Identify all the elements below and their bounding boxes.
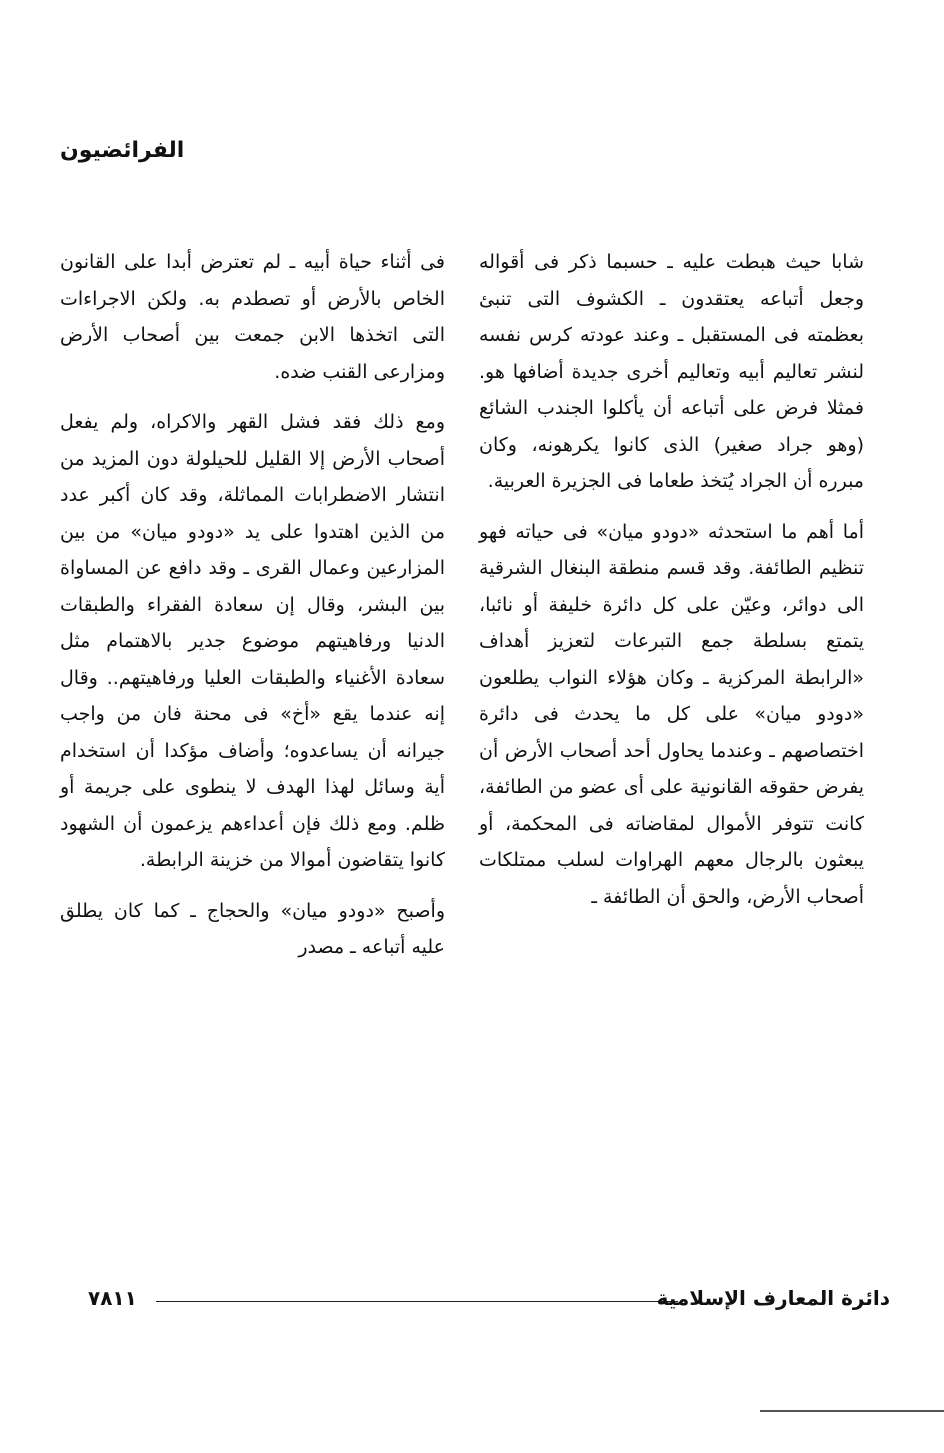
footer-divider	[156, 1301, 678, 1302]
page-number: ٧٨١١	[88, 1286, 137, 1310]
paragraph: وأصبح «دودو ميان» والحجاج ـ كما كان يطلق عليه أتباعه ـ مصدر	[60, 899, 445, 958]
scan-edge-line	[760, 1410, 944, 1412]
text-column-left	[60, 244, 445, 966]
publication-title: دائرة المعارف الإسلامية	[656, 1286, 890, 1310]
paragraph: ومع ذلك فقد فشل القهر والاكراه، ولم يفعل أصحاب الأرض إلا القليل للحيلولة دون المزيد من انتشار الاضطرابات المماثلة، وقد كان أكبر عدد من الذين اهتدوا على يد «دودو ميان» من بين المزارعين وعمال القرى ـ وقد دافع عن المساواة بين البشر، وقال إن سعادة الفقراء والطبقات الدنيا ورفاهيتهم موضوع جدير بالاهتمام مثل سعادة الأغنياء والطبقات العليا ورفاهيتهم.. وقال إنه عندما يقع «أخ» فى محنة فان من واجب جيرانه أن يساعدوه؛ وأضاف مؤكدا أن استخدام أية وسائل لهذا الهدف لا ينطوى على جريمة أو ظلم. ومع ذلك فإن أعداءهم يزعمون أن الشهود كانوا يتقاضون أموالا من خزينة الرابطة.	[60, 411, 445, 871]
page-footer	[88, 1286, 890, 1316]
paragraph: أما أهم ما استحدثه «دودو ميان» فى حياته فهو تنظيم الطائفة. وقد قسم منطقة البنغال الشرقية الى دوائر، وعيّن على كل دائرة خليفة أو نائبا، يتمتع بسلطة جمع التبرعات لتعزيز أهداف «الرابطة المركزية ـ وكان هؤلاء النواب يطلعون «دودو ميان» على كل ما يحدث فى دائرة اختصاصهم ـ وعندما يحاول أحد أصحاب الأرض أن يفرض حقوقه القانونية على أى عضو من الطائفة، كانت تتوفر الأموال لمقاضاته فى المحكمة، أو يبعثون بالرجال معهم الهراوات لسلب ممتلكات أصحاب الأرض، والحق أن الطائفة ـ	[479, 520, 864, 908]
paragraph: فى أثناء حياة أبيه ـ لم تعترض أبدا على القانون الخاص بالأرض أو تصطدم به. ولكن الاجراءات التى اتخذها الابن جمعت بين أصحاب الأرض ومزارعى القنب ضده.	[60, 251, 445, 383]
running-header-title: الفرائضيون	[60, 138, 185, 163]
text-column-right	[479, 244, 864, 915]
paragraph: شابا حيث هبطت عليه ـ حسبما ذكر فى أقواله وجعل أتباعه يعتقدون ـ الكشوف التى تنبئ بعظمته فى المستقبل ـ وعند عودته كرس نفسه لنشر تعاليم أبيه وتعاليم أخرى جديدة أضافها هو. فمثلا فرض على أتباعه أن يأكلوا الجندب الشائع (وهو جراد صغير) الذى كانوا يكرهونه، وكان مبرره أن الجراد يُتخذ طعاما فى الجزيرة العربية.	[479, 251, 864, 492]
running-header	[60, 138, 200, 163]
